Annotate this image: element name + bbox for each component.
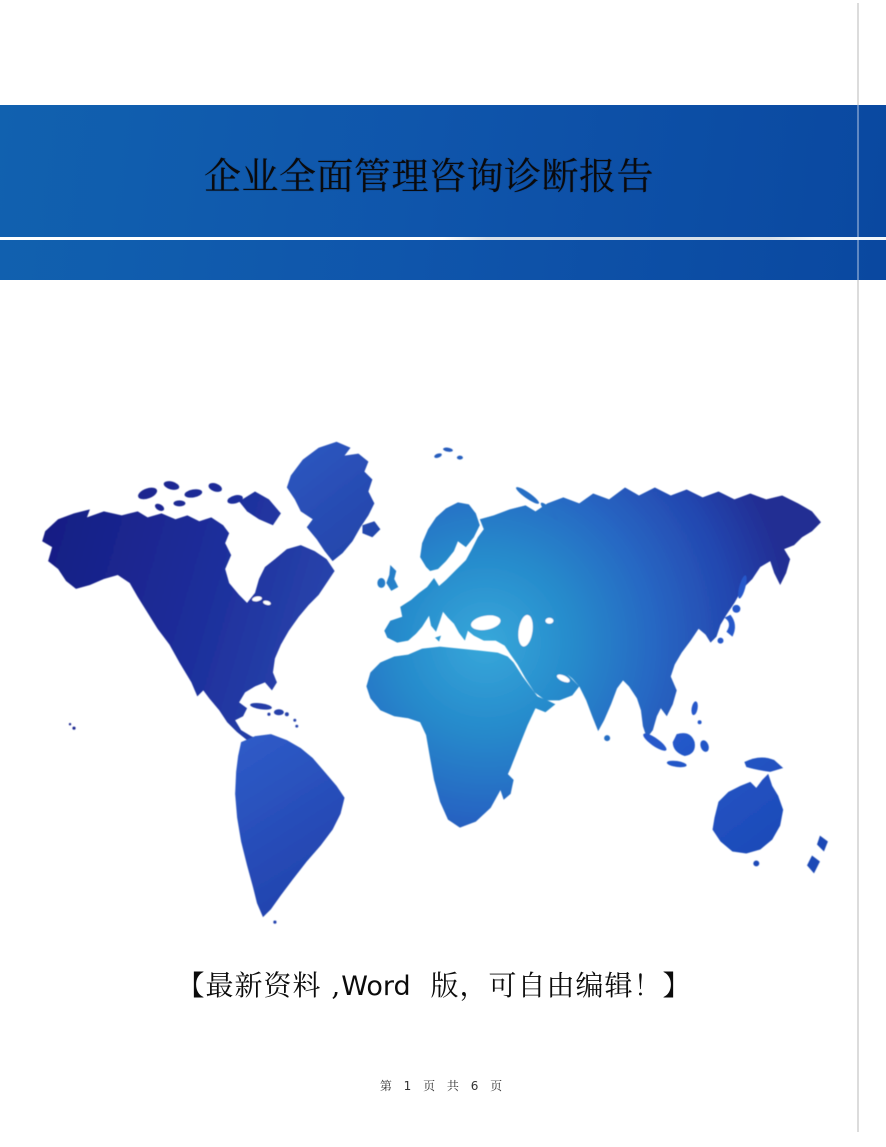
- edit-note-suffix: 版，可自由编辑！】: [410, 969, 692, 1002]
- landmass-north-america: [42, 480, 334, 750]
- edit-note-word: Word: [341, 971, 411, 1002]
- landmass-greenland: [287, 442, 380, 561]
- title-band: [0, 105, 886, 280]
- report-title: 企业全面管理咨询诊断报告: [204, 155, 654, 198]
- band-divider-line: [0, 237, 886, 240]
- page-edge-line-overlay: [857, 105, 859, 280]
- world-map-image: [28, 392, 858, 944]
- edit-note-prefix: 【最新资料 ,: [176, 969, 342, 1002]
- world-map: [28, 392, 858, 944]
- landmass-south-america: [235, 734, 344, 924]
- edit-note: [0, 964, 877, 1004]
- page-footer: 第 1 页 共 6 页: [379, 1079, 507, 1093]
